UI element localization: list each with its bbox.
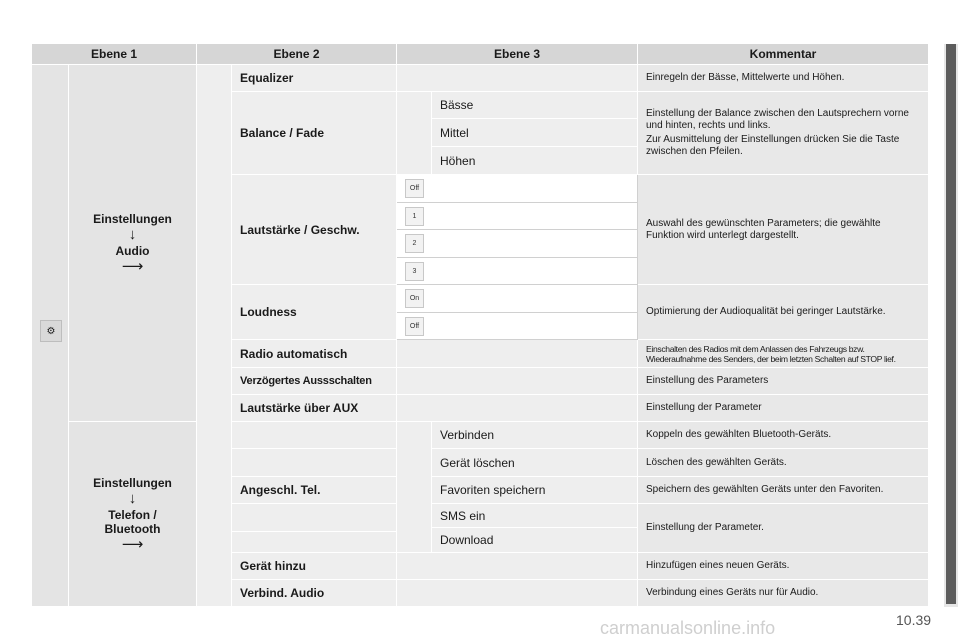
option-download: Download — [432, 528, 638, 553]
loudness-option-off — [397, 313, 638, 340]
balance-option-hohen: Höhen — [432, 147, 638, 175]
option-favoriten-speichern: Favoriten speichern — [432, 477, 638, 504]
radio-auto-label: Radio automatisch — [232, 340, 397, 368]
comment-sms-download: Einstellung der Parameter. — [638, 504, 929, 553]
header-ebene3: Ebene 3 — [397, 44, 638, 65]
aux-volume-comment: Einstellung der Parameter — [638, 395, 929, 422]
header-kommentar: Kommentar — [638, 44, 929, 65]
volume-badge-1: 1 — [405, 207, 424, 226]
menu-phone-line3: Bluetooth — [104, 522, 161, 536]
equalizer-comment: Einregeln der Bässe, Mittelwerte und Höhen. — [638, 65, 929, 92]
menu-phone — [69, 422, 197, 607]
volume-option-2 — [397, 230, 638, 258]
add-device-level3 — [397, 553, 638, 580]
comment-favoriten: Speichern des gewählten Geräts unter den Favoriten. — [638, 477, 929, 504]
connected-empty-1 — [232, 422, 397, 449]
comment-verbinden: Koppeln des gewählten Bluetooth-Geräts. — [638, 422, 929, 449]
arrow-right-icon: ⟶ — [121, 258, 144, 275]
arrow-right-icon: ⟶ — [121, 536, 144, 553]
arrow-down-icon: ↓ — [128, 490, 137, 507]
connect-audio-level3 — [397, 580, 638, 607]
aux-volume-label: Lautstärke über AUX — [232, 395, 397, 422]
equalizer-label: Equalizer — [232, 65, 397, 92]
comment-geraet-loeschen: Löschen des gewählten Geräts. — [638, 449, 929, 477]
volume-badge-2: 2 — [405, 234, 424, 253]
balance-option-mittel: Mittel — [432, 119, 638, 147]
option-verbinden: Verbinden — [432, 422, 638, 449]
option-geraet-loeschen: Gerät löschen — [432, 449, 638, 477]
volume-comment: Auswahl des gewünschten Parameters; die gewählte Funktion wird unterlegt dargestellt. — [638, 175, 929, 285]
radio-auto-level3 — [397, 340, 638, 368]
arrow-down-icon: ↓ — [128, 226, 137, 243]
watermark: carmanualsonline.info — [600, 618, 776, 638]
loudness-label: Loudness — [232, 285, 397, 340]
loudness-option-on — [397, 285, 638, 313]
balance-comment-2: Zur Ausmittelung der Einstellungen drücken Sie die Taste zwischen den Pfeilen. — [646, 134, 900, 157]
menu-audio-line1: Einstellungen — [93, 212, 172, 226]
connect-audio-comment: Verbindung eines Geräts nur für Audio. — [638, 580, 929, 607]
delay-off-comment: Einstellung des Parameters — [638, 368, 929, 395]
balance-label: Balance / Fade — [232, 92, 397, 175]
volume-badge-3: 3 — [405, 262, 424, 281]
volume-badge-off: Off — [405, 179, 424, 198]
header-ebene1: Ebene 1 — [32, 44, 197, 65]
menu-phone-line1: Einstellungen — [93, 476, 172, 490]
connected-label: Angeschl. Tel. — [232, 477, 397, 504]
volume-option-3 — [397, 258, 638, 285]
add-device-label: Gerät hinzu — [232, 553, 397, 580]
menu-audio-line2: Audio — [115, 244, 150, 258]
connect-audio-label: Verbind. Audio — [232, 580, 397, 607]
connected-empty-2 — [232, 449, 397, 477]
menu-audio — [69, 65, 197, 422]
balance-level3-spacer — [397, 92, 432, 175]
connected-empty-4 — [232, 532, 397, 553]
level2-spacer — [197, 65, 232, 607]
menu-phone-line2: Telefon / — [108, 508, 157, 522]
loudness-badge-off: Off — [405, 317, 424, 336]
header-ebene2: Ebene 2 — [197, 44, 397, 65]
aux-volume-level3 — [397, 395, 638, 422]
volume-option-1 — [397, 203, 638, 230]
delay-off-label: Verzögertes Aussschalten — [232, 368, 397, 395]
delay-off-level3 — [397, 368, 638, 395]
add-device-comment: Hinzufügen eines neuen Geräts. — [638, 553, 929, 580]
page-number: 10.39 — [896, 612, 932, 628]
option-sms-ein: SMS ein — [432, 504, 638, 528]
loudness-comment: Optimierung der Audioqualität bei geringer Lautstärke. — [638, 285, 929, 340]
volume-option-off — [397, 175, 638, 203]
settings-icon[interactable]: ⚙ — [40, 320, 62, 342]
scrollbar-thumb[interactable] — [946, 44, 956, 604]
connected-level3-spacer — [397, 422, 432, 553]
volume-label: Lautstärke / Geschw. — [232, 175, 397, 285]
loudness-badge-on: On — [405, 289, 424, 308]
settings-table — [32, 44, 929, 607]
radio-auto-comment: Einschalten des Radios mit dem Anlassen des Fahrzeugs bzw. Wiederaufnahme des Senders, der beim letzten Schalten auf STOP lief. — [638, 340, 929, 368]
connected-empty-3 — [232, 504, 397, 532]
balance-option-basses: Bässe — [432, 92, 638, 119]
balance-comment-1: Einstellung der Balance zwischen den Lautsprechern vorne und hinten, rechts und links. — [646, 108, 909, 131]
balance-comment — [638, 92, 929, 175]
equalizer-level3 — [397, 65, 638, 92]
